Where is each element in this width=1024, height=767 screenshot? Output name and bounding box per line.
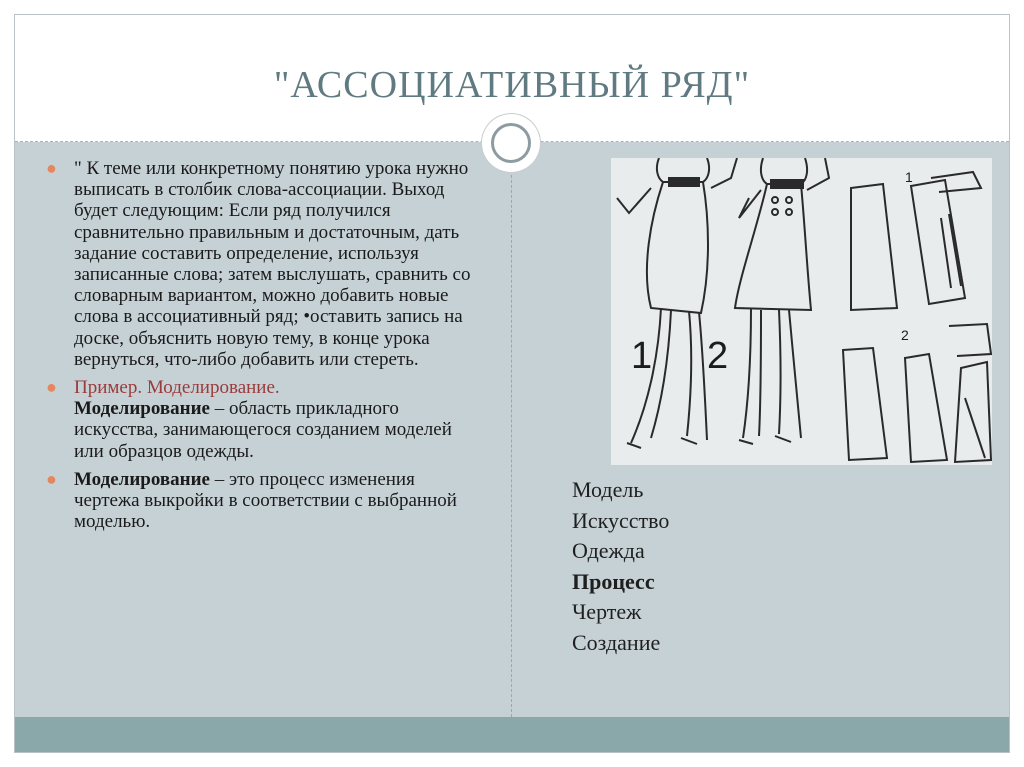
fashion-sketch-image (611, 158, 992, 465)
word-item: Создание (572, 629, 661, 655)
definition-1: – область прикладного искусства, занимающегося созданием моделей или образцов одежды. (74, 398, 452, 462)
bullet-dot-icon: ● (46, 468, 57, 489)
word-item: Одежда (572, 538, 645, 563)
term-modeling-2: Моделирование (74, 468, 210, 490)
word-item: Чертеж (572, 599, 642, 624)
bullet-item-2 (44, 377, 484, 462)
bullet-item-1 (44, 158, 484, 370)
figure-number-2: 2 (707, 335, 729, 377)
bullet-dot-icon: ● (46, 377, 57, 398)
left-text-column (44, 158, 484, 539)
association-word-list (572, 475, 669, 658)
pattern-number-1: 1 (905, 169, 913, 185)
figure-number-1: 1 (631, 335, 653, 377)
definition-2: – это процесс изменения чертежа выкройки в соответствии с выбранной моделью. (74, 468, 457, 533)
word-item: Искусство (572, 507, 670, 533)
pattern-number-2: 2 (901, 327, 909, 343)
term-modeling-1: Моделирование (74, 398, 210, 420)
word-item: Процесс (572, 568, 655, 594)
fashion-sketch-drawing (611, 158, 992, 465)
bullet-dot-icon: ● (46, 158, 57, 178)
slide-title: "АССОЦИАТИВНЫЙ РЯД" (273, 64, 751, 106)
bullet-item-3 (44, 469, 484, 533)
word-item: Модель (572, 477, 644, 502)
example-heading: Пример. Моделирование. (74, 377, 280, 399)
bullet-1-text: " К теме или конкретному понятию урока нужно выписать в столбик слова-ассоциации. Выход будет следующим: Если ряд получился сравнительно правильным и достаточным, дать задание составить определение, используя записанные слова; затем выслушать, сравнить со словарным вариантом, можно добавить новые слова в ассоциативный ряд; •оставить запись на доске, объяснить новую тему, в конце урока вернуться, что-либо добавить или стереть. (74, 158, 471, 370)
